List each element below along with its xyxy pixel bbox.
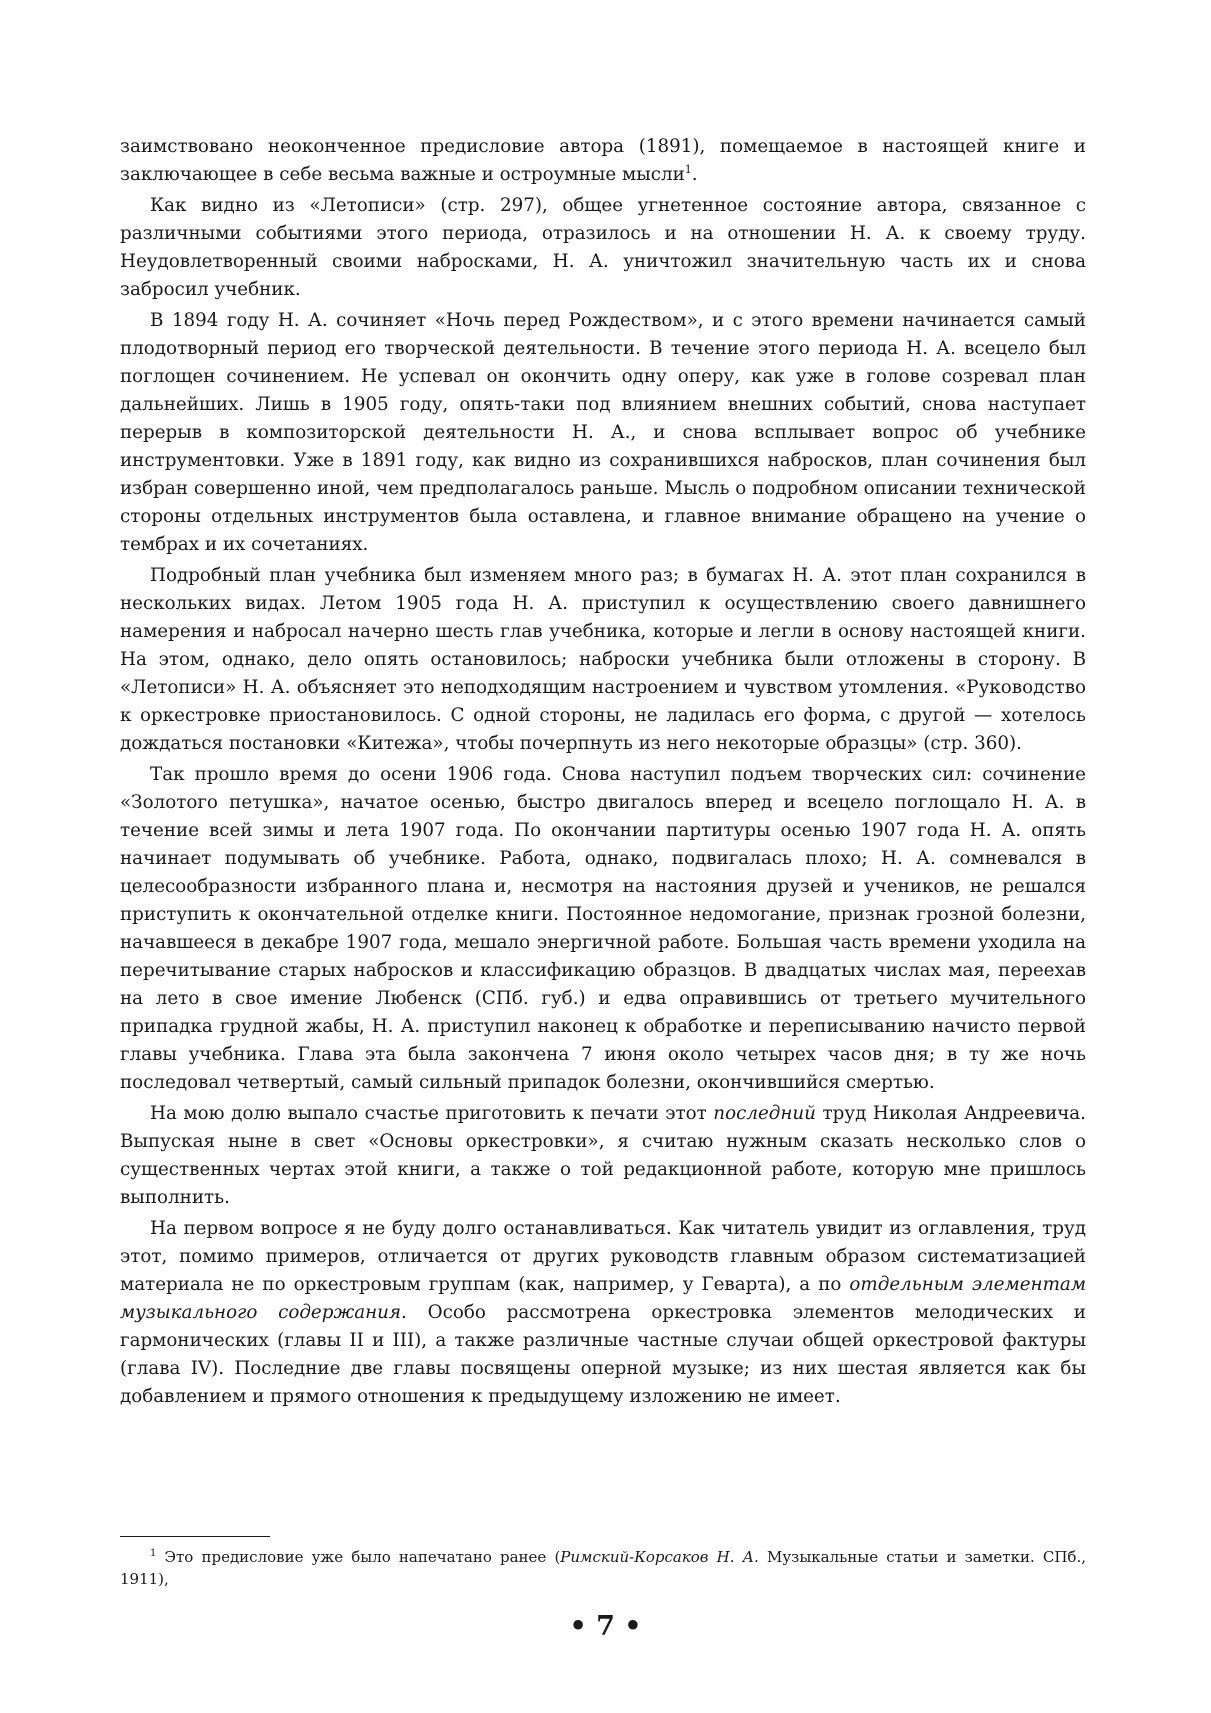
footnote-author: Римский-Корсаков Н. А. — [560, 1548, 759, 1566]
text-run: В 1894 году Н. А. сочиняет «Ночь перед Рождеством», и с этого времени начинается самый плодотворный период его творческой деятельности. В течение этого периода Н. А. всецело был поглощен сочинением. Не успевал он окончить одну оперу, как уже в голове созревал план дальнейших. Лишь в 1905 году, опять-таки под влиянием внешних событий, снова наступает перерыв в композиторской деятельности Н. А., и снова всплывает вопрос об учебнике инструментовки. Уже в 1891 году, как видно из сохранившихся набросков, план сочинения был избран совершенно иной, чем предполагалось раньше. Мысль о подробном описании технической стороны отдельных инструментов была оставлена, и главное внимание обращено на учение о тембрах и их сочетаниях. — [120, 310, 1086, 555]
paragraph — [120, 307, 1086, 559]
paragraph — [120, 1100, 1086, 1212]
paragraph — [120, 562, 1086, 758]
text-run: Так прошло время до осени 1906 года. Снова наступил подъем творческих сил: сочинение «Золотого петушка», начатое осенью, быстро двигалось вперед и всецело поглощало Н. А. в течение всей зимы и лета 1907 года. По окончании партитуры осенью 1907 года Н. А. опять начинает подумывать об учебнике. Работа, однако, подвигалась плохо; Н. А. сомневался в целесообразности избранного плана и, несмотря на настояния друзей и учеников, не решался приступить к окончательной отделке книги. Постоянное недомогание, признак грозной болезни, начавшееся в декабре 1907 года, мешало энергичной работе. Большая часть времени уходила на перечитывание старых набросков и классификацию образцов. В двадцатых числах мая, переехав на лето в свое имение Любенск (СПб. губ.) и едва оправившись от третьего мучительного припадка грудной жабы, Н. А. приступил наконец к обработке и переписыванию начисто первой главы учебника. Глава эта была закончена 7 июня около четырех часов дня; в ту же ночь последовал четвертый, самый сильный припадок болезни, окончившийся смертью. — [120, 764, 1086, 1093]
paragraph — [120, 1215, 1086, 1411]
footnote-divider — [120, 1536, 270, 1537]
paragraph — [120, 192, 1086, 304]
footnote-text-before: Это предисловие уже было напечатано ранее ( — [156, 1548, 561, 1566]
footnote-reference: 1 — [684, 162, 692, 176]
text-run: труд Николая Андреевича. Выпуская ныне в свет «Основы оркестровки», я считаю нужным сказать несколько слов о существенных чертах этой книги, а также о той редакционной работе, которую мне пришлось выполнить. — [120, 1103, 1086, 1208]
footnote-text-after: Музыкальные статьи и заметки. СПб., 1911), — [120, 1548, 1086, 1588]
text-run: На первом вопросе я не буду долго останавливаться. Как читатель увидит из оглавления, труд этот, помимо примеров, отличается от других руководств главным образом систематизацией материала не по оркестровым группам (как, например, у Геварта), а по — [120, 1218, 1086, 1295]
page-number: • 7 • — [569, 1611, 642, 1642]
text-run: Особо рассмотрена оркестровка элементов мелодических и гармонических (главы II и III), а также различные частные случаи общей оркестровой фактуры (глава IV). Последние две главы посвящены оперной музыке; из них шестая является как бы добавлением и прямого отношения к предыдущему изложению не имеет. — [120, 1302, 1086, 1407]
text-run: На мою долю выпало счастье приготовить к печати этот — [150, 1103, 714, 1124]
emphasis-text: последний — [713, 1103, 816, 1124]
emphasis-text: отдельным элементам музыкального содержания. — [120, 1274, 1086, 1323]
footnote-marker: 1 — [150, 1548, 157, 1559]
paragraph — [120, 133, 1086, 189]
main-text — [120, 133, 1086, 1414]
text-run: . — [691, 164, 698, 185]
text-run: Как видно из «Летописи» (стр. 297), общее угнетенное состояние автора, связанное с различными событиями этого периода, отразилось и на отношении Н. А. к своему труду. Неудовлетворенный своими набросками, Н. А. уничтожил значительную часть их и снова забросил учебник. — [120, 195, 1086, 300]
text-run: заимствовано неоконченное предисловие автора (1891), помещаемое в настоящей книге и заключающее в себе весьма важные и остроумные мысли — [120, 136, 1086, 185]
paragraph — [120, 761, 1086, 1097]
footnote — [120, 1546, 1086, 1590]
text-run: Подробный план учебника был изменяем много раз; в бумагах Н. А. этот план сохранился в нескольких видах. Летом 1905 года Н. А. приступил к осуществлению своего давнишнего намерения и набросал начерно шесть глав учебника, которые и легли в основу настоящей книги. На этом, однако, дело опять остановилось; наброски учебника были отложены в сторону. В «Летописи» Н. А. объясняет это неподходящим настроением и чувством утомления. «Руководство к оркестровке приостановилось. С одной стороны, не ладилась его форма, с другой — хотелось дождаться постановки «Китежа», чтобы почерпнуть из него некоторые образцы» (стр. 360). — [120, 565, 1086, 754]
